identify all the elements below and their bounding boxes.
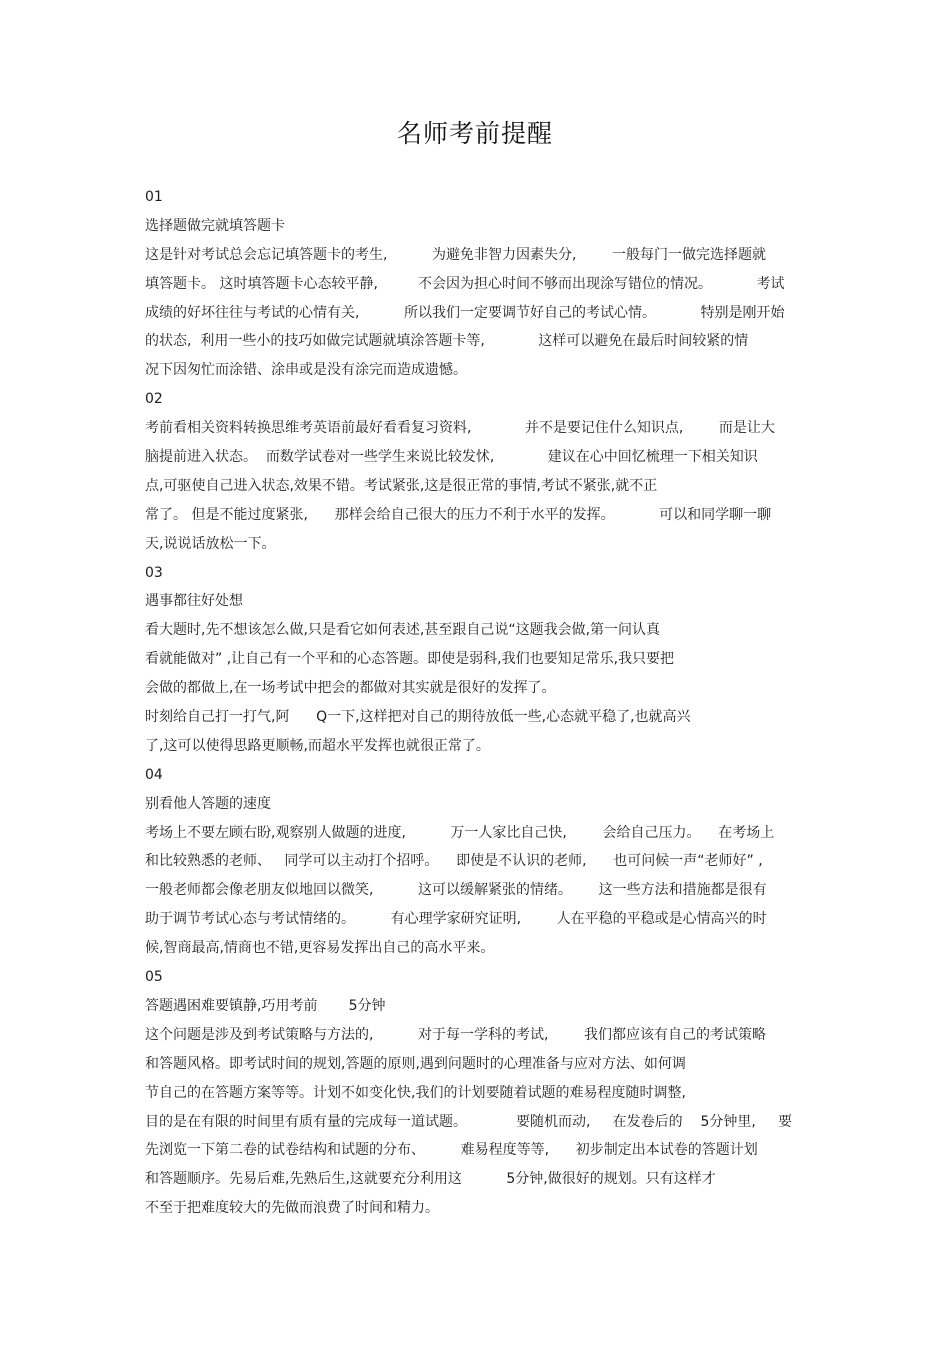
text-line: 点,可驱使自己进入状态,效果不错。考试紧张,这是很正常的事情,考试不紧张,就不正 <box>145 477 658 494</box>
text-line: 助于调节考试心态与考试情绪的。 有心理学家研究证明, 人在平稳的平稳或是心情高兴的时 <box>145 911 767 928</box>
section-number: 03 <box>145 564 163 581</box>
text-line: 先浏览一下第二卷的试卷结构和试题的分布、 难易程度等等, 初步制定出本试卷的答题计划 <box>145 1142 758 1159</box>
text-line: 看就能做对” ,让自己有一个平和的心态答题。即使是弱科,我们也要知足常乐,我只要把 <box>145 651 675 668</box>
text-line: 一般老师都会像老朋友似地回以微笑, 这可以缓解紧张的情绪。 这一些方法和措施都是很有 <box>145 882 767 899</box>
text-line: 和比较熟悉的老师、 同学可以主动打个招呼。 即使是不认识的老师, 也可问候一声“老师好” , <box>145 853 763 870</box>
text-line: 常了。 但是不能过度紧张, 那样会给自己很大的压力不利于水平的发挥。 可以和同学聊一聊 <box>145 506 772 523</box>
text-line: 看大题时,先不想该怎么做,只是看它如何表述,甚至跟自己说“这题我会做,第一问认真 <box>145 622 661 639</box>
text-line: 会做的都做上,在一场考试中把会的都做对其实就是很好的发挥了。 <box>145 680 556 697</box>
text-line: 选择题做完就填答题卡 <box>145 217 285 234</box>
text-line: 不至于把难度较大的先做而浪费了时间和精力。 <box>145 1200 439 1217</box>
text-line: 候,智商最高,情商也不错,更容易发挥出自己的高水平来。 <box>145 940 495 957</box>
text-line: 目的是在有限的时间里有质有量的完成每一道试题。 要随机而动, 在发卷后的 5分钟里, 要 <box>145 1113 793 1130</box>
text-line: 节自己的在答题方案等等。计划不如变化快,我们的计划要随着试题的难易程度随时调整, <box>145 1084 686 1101</box>
text-line: 考前看相关资料转换思维考英语前最好看看复习资料, 并不是要记住什么知识点, 而是让大 <box>145 420 775 437</box>
section-number: 01 <box>145 189 163 205</box>
document-title: 名师考前提醒 <box>396 119 553 148</box>
text-line: 时刻给自己打一打气,阿 Q一下,这样把对自己的期待放低一些,心态就平稳了,也就高兴 <box>145 709 691 726</box>
section-number: 02 <box>145 391 163 408</box>
text-line: 天,说说话放松一下。 <box>145 535 276 552</box>
document-body <box>145 183 825 1223</box>
text-line: 别看他人答题的速度 <box>145 795 271 812</box>
text-line: 和答题顺序。先易后难,先熟后生,这就要充分利用这 5分钟,做很好的规划。只有这样才 <box>145 1171 716 1188</box>
section-number: 05 <box>145 969 163 986</box>
text-line: 填答题卡。 这时填答题卡心态较平静, 不会因为担心时间不够而出现涂写错位的情况。 考试 <box>145 275 785 292</box>
text-line: 的状态, 利用一些小的技巧如做完试题就填涂答题卡等, 这样可以避免在最后时间较紧的情 <box>145 333 749 350</box>
text-line: 况下因匆忙而涂错、涂串或是没有涂完而造成遗憾。 <box>145 362 467 379</box>
text-line: 这个问题是涉及到考试策略与方法的, 对于每一学科的考试, 我们都应该有自己的考试策略 <box>145 1026 767 1043</box>
section-number: 04 <box>145 766 163 783</box>
text-line: 了,这可以使得思路更顺畅,而超水平发挥也就很正常了。 <box>145 737 490 754</box>
text-line: 这是针对考试总会忘记填答题卡的考生, 为避免非智力因素失分, 一般每门一做完选择题就 <box>145 246 767 263</box>
text-line: 考场上不要左顾右盼,观察别人做题的进度, 万一人家比自己快, 会给自己压力。 在考场上 <box>145 824 775 841</box>
text-line: 脑提前进入状态。 而数学试卷对一些学生来说比较发怵, 建议在心中回忆梳理一下相关知识 <box>145 449 758 466</box>
text-line: 和答题风格。即考试时间的规划,答题的原则,遇到问题时的心理准备与应对方法、如何调 <box>145 1055 686 1072</box>
text-line: 成绩的好坏往往与考试的心情有关, 所以我们一定要调节好自己的考试心情。 特别是刚开始 <box>145 304 785 321</box>
text-line: 遇事都往好处想 <box>145 593 243 610</box>
text-line: 答题遇困难要镇静,巧用考前 5分钟 <box>145 997 386 1014</box>
